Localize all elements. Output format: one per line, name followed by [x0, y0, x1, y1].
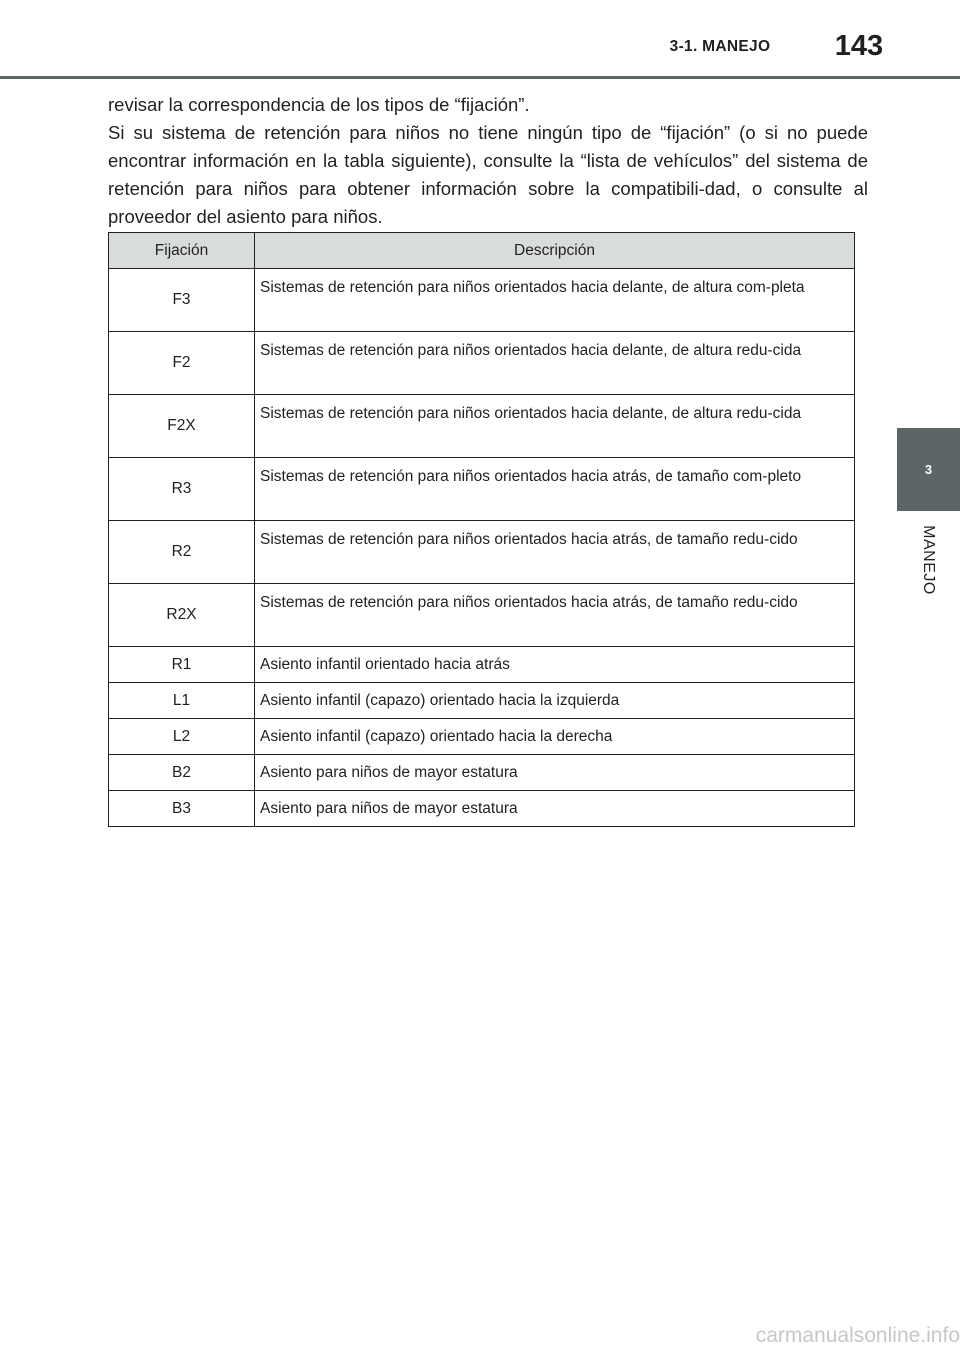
intro-text: [108, 91, 868, 231]
fixation-code: B3: [109, 791, 255, 827]
table-row: [109, 332, 855, 395]
fixation-description: Asiento infantil (capazo) orientado hacia la izquierda: [255, 683, 855, 719]
table-row: [109, 269, 855, 332]
chapter-tab: [897, 428, 960, 511]
fixation-description: Asiento infantil (capazo) orientado hacia la derecha: [255, 719, 855, 755]
fixation-code: F2: [109, 332, 255, 395]
header-fijacion: Fijación: [109, 233, 255, 269]
table-row: [109, 521, 855, 584]
fixation-code: L1: [109, 683, 255, 719]
fixation-code: R1: [109, 647, 255, 683]
fixation-description: Sistemas de retención para niños orientados hacia delante, de altura com-pleta: [255, 269, 855, 332]
table-row: [109, 683, 855, 719]
fixation-code: R2X: [109, 584, 255, 647]
watermark: carmanualsonline.info: [755, 1324, 960, 1347]
fixation-description: Asiento para niños de mayor estatura: [255, 791, 855, 827]
fixation-description: Sistemas de retención para niños orientados hacia delante, de altura redu-cida: [255, 395, 855, 458]
fixation-description: Sistemas de retención para niños orientados hacia atrás, de tamaño redu-cido: [255, 521, 855, 584]
table-row: [109, 791, 855, 827]
page-number: 143: [834, 30, 884, 62]
table-row: [109, 719, 855, 755]
chapter-number: 3: [924, 462, 933, 477]
fixation-code: R2: [109, 521, 255, 584]
fixation-description: Asiento infantil orientado hacia atrás: [255, 647, 855, 683]
table-row: [109, 647, 855, 683]
table-row: [109, 395, 855, 458]
header-descripcion: Descripción: [255, 233, 855, 269]
fixation-code: F2X: [109, 395, 255, 458]
fixation-table: [108, 232, 855, 827]
table-header-row: [109, 233, 855, 269]
section-title: 3-1. MANEJO: [669, 38, 771, 55]
fixation-code: L2: [109, 719, 255, 755]
intro-line: revisar la correspondencia de los tipos de “fijación”.: [108, 94, 530, 115]
table-row: [109, 755, 855, 791]
header-divider: [0, 76, 960, 79]
fixation-description: Asiento para niños de mayor estatura: [255, 755, 855, 791]
table-row: [109, 584, 855, 647]
fixation-code: R3: [109, 458, 255, 521]
fixation-description: Sistemas de retención para niños orientados hacia atrás, de tamaño com-pleto: [255, 458, 855, 521]
intro-paragraph: Si su sistema de retención para niños no tiene ningún tipo de “fijación” (o si no puede encontrar información en la tabla siguiente), consulte la “lista de vehículos” del sistema de retención para niños para obtener información sobre la compatibili-dad, o consulte al proveedor del asiento para niños.: [108, 122, 868, 227]
fixation-code: B2: [109, 755, 255, 791]
chapter-label: MANEJO: [920, 525, 937, 595]
fixation-description: Sistemas de retención para niños orientados hacia delante, de altura redu-cida: [255, 332, 855, 395]
fixation-description: Sistemas de retención para niños orientados hacia atrás, de tamaño redu-cido: [255, 584, 855, 647]
fixation-code: F3: [109, 269, 255, 332]
table-row: [109, 458, 855, 521]
